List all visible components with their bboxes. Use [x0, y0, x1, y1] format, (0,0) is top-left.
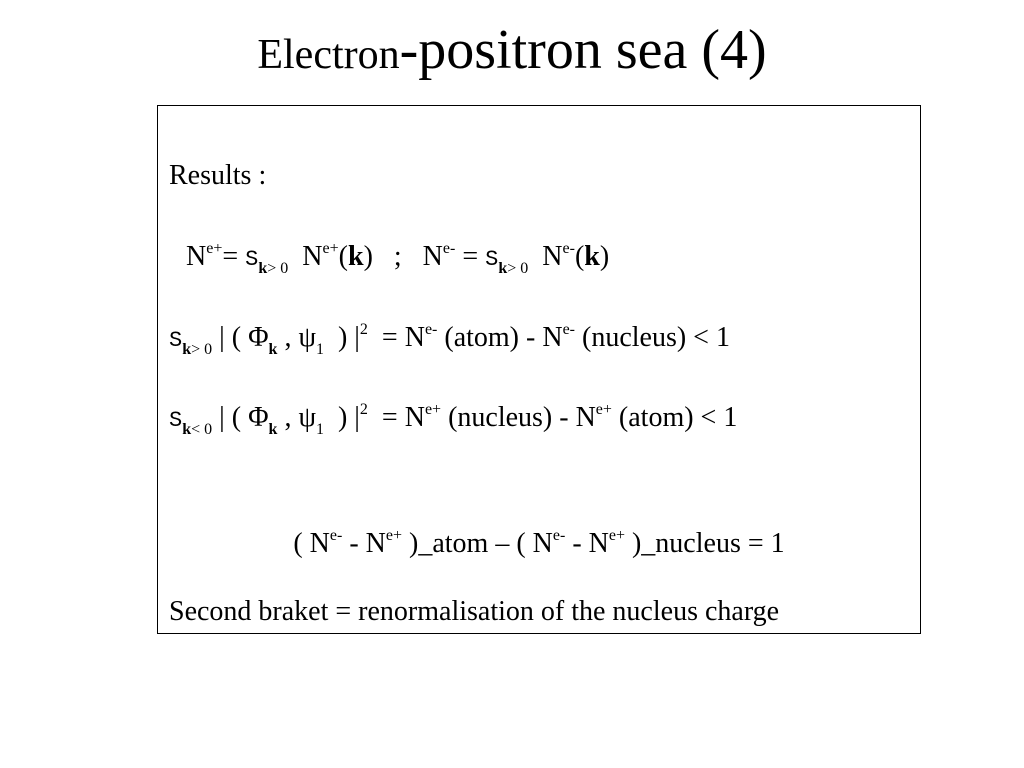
subscript-lt-zero: < 0 — [191, 421, 213, 438]
psi-subscript: 1 — [315, 341, 324, 358]
subscript-k: k — [258, 260, 268, 277]
paren-open: ( — [338, 241, 348, 272]
slide-title — [0, 19, 1024, 81]
charge-part-2: - N — [342, 528, 386, 559]
power-two: 2 — [359, 401, 368, 418]
subscript-gt-zero: > 0 — [507, 260, 529, 277]
abs-close: ) | — [337, 402, 360, 433]
psi-symbol: ψ — [298, 322, 316, 353]
title-electron: Electron — [257, 32, 400, 78]
subscript-k: k — [182, 421, 192, 438]
title-positron-sea: -positron sea (4) — [399, 19, 767, 81]
paren-close: ) — [599, 241, 610, 272]
phi-subscript-k: k — [268, 341, 278, 358]
sum-symbol: S — [169, 408, 183, 433]
rhs-nucleus: (nucleus) - N — [448, 402, 596, 433]
superscript-e-minus: e- — [562, 321, 575, 338]
results-box — [157, 105, 921, 634]
subscript-gt-zero: > 0 — [191, 341, 213, 358]
phi-subscript-k: k — [268, 421, 278, 438]
comma: , — [284, 322, 292, 353]
symbol-n: N — [422, 241, 443, 272]
symbol-n: N — [542, 241, 563, 272]
superscript-e-plus: e+ — [608, 527, 625, 544]
superscript-e-minus: e- — [329, 527, 343, 544]
superscript-e-minus: e- — [442, 240, 456, 257]
rhs-atom: (atom) < 1 — [618, 402, 738, 433]
charge-part-1: ( N — [293, 528, 330, 559]
subscript-gt-zero: > 0 — [267, 260, 289, 277]
superscript-e-minus: e- — [562, 240, 575, 257]
subscript-k: k — [498, 260, 508, 277]
charge-equation — [158, 527, 920, 559]
superscript-e-plus: e+ — [385, 527, 403, 544]
power-two: 2 — [359, 321, 368, 338]
subscript-k: k — [182, 341, 192, 358]
sum-symbol: S — [169, 328, 183, 353]
equals-sign: = — [462, 241, 479, 272]
rhs-atom: (atom) - N — [444, 322, 563, 353]
equals-sign: = — [222, 241, 239, 272]
density-equation — [186, 240, 610, 277]
rhs-equals-n: = N — [381, 402, 425, 433]
symbol-n: N — [186, 241, 207, 272]
superscript-e-plus: e+ — [206, 240, 223, 257]
abs-open: | ( — [219, 402, 242, 433]
comma: , — [284, 402, 292, 433]
rhs-nucleus: (nucleus) < 1 — [582, 322, 730, 353]
separator: ; — [393, 241, 402, 272]
momentum-k: k — [584, 241, 600, 272]
momentum-k: k — [347, 241, 364, 272]
psi-subscript: 1 — [315, 421, 324, 438]
conclusion-text: Second braket = renormalisation of the nucleus charge — [169, 596, 780, 627]
sum-symbol: S — [245, 247, 259, 272]
symbol-n: N — [302, 241, 323, 272]
abs-close: ) | — [337, 322, 360, 353]
positron-projection-equation — [169, 401, 738, 438]
abs-open: | ( — [219, 322, 242, 353]
psi-symbol: ψ — [298, 402, 316, 433]
superscript-e-plus: e+ — [424, 401, 442, 418]
sum-symbol: S — [485, 247, 499, 272]
paren-close: ) — [363, 241, 373, 272]
superscript-e-plus: e+ — [322, 240, 339, 257]
superscript-e-plus: e+ — [595, 401, 612, 418]
superscript-e-minus: e- — [552, 527, 566, 544]
charge-part-5: )_nucleus = 1 — [624, 528, 785, 559]
charge-part-3: )_atom – ( N — [402, 528, 553, 559]
results-label: Results : — [169, 160, 267, 191]
superscript-e-minus: e- — [424, 321, 438, 338]
charge-part-4: - N — [565, 528, 609, 559]
phi-symbol: Φ — [248, 322, 269, 353]
paren-open: ( — [574, 241, 585, 272]
rhs-equals-n: = N — [381, 322, 425, 353]
phi-symbol: Φ — [248, 402, 269, 433]
electron-projection-equation — [169, 321, 730, 358]
